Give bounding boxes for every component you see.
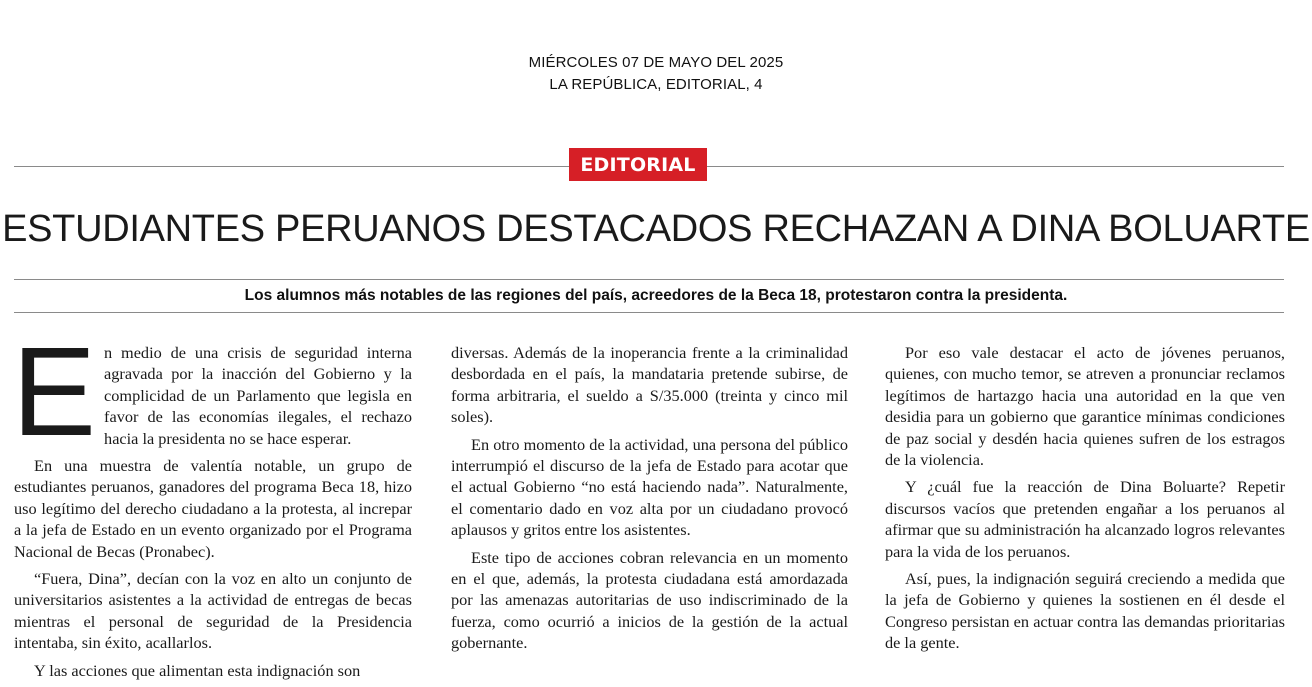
article-column-1	[12, 321, 412, 687]
drop-cap: E	[12, 321, 97, 462]
article-column-2	[451, 342, 848, 660]
section-label: EDITORIAL	[569, 148, 707, 181]
paragraph: Y las acciones que alimentan esta indignación son	[34, 660, 361, 680]
article-column-3	[885, 342, 1285, 660]
paragraph: Así, pues, la indignación seguirá creciendo a medida que la jefa de Gobierno y quienes la sostienen en él desde el Congreso persistan en actuar contra las demandas prioritarias de la gente.	[885, 569, 1285, 653]
publication-date: MIÉRCOLES 07 DE MAYO DEL 2025	[528, 54, 784, 71]
paragraph: En una muestra de valentía notable, un grupo de estudiantes peruanos, ganadores del programa Beca 18, hizo uso legítimo del derecho ciudadano a la protesta, al increpar a la jefa de Estado en un evento organizado por el Programa Nacional de Becas (Pronabec).	[14, 456, 412, 561]
deck-top-divider	[14, 279, 1284, 280]
publication-source: LA REPÚBLICA, EDITORIAL, 4	[549, 76, 763, 93]
paragraph: En otro momento de la actividad, una persona del público interrumpió el discurso de la jefa de Estado para acotar que el actual Gobierno “no está haciendo nada”. Naturalmente, el comentario dado en voz alta por un ciudadano provocó aplausos y gritos entre los asistentes.	[451, 434, 848, 540]
paragraph: Este tipo de acciones cobran relevancia en un momento en el que, además, la protesta ciudadana está amordazada por las amenazas autoritarias de uso indiscriminado de la fuerza, como ocurrió a inicios de la gestión de la actual gobernante.	[451, 547, 848, 653]
deck-bottom-divider	[14, 312, 1284, 313]
paragraph: diversas. Además de la inoperancia frente a la criminalidad desbordada en el país, la mandataria pretende subirse, de forma arbitraria, el sueldo a S/35.000 (treinta y cinco mil soles).	[451, 343, 848, 427]
headline: ESTUDIANTES PERUANOS DESTACADOS RECHAZAN A DINA BOLUARTE	[2, 208, 1310, 250]
paragraph: Y ¿cuál fue la reacción de Dina Boluarte? Repetir discursos vacíos que pretenden engañar a los peruanos al afirmar que su administración ha alcanzado logros relevantes para la vida de los peruanos.	[885, 477, 1285, 561]
paragraph	[12, 321, 412, 462]
paragraph: Por eso vale destacar el acto de jóvenes peruanos, quienes, con mucho temor, se atreven a pronunciar reclamos legítimos de hartazgo hacia una autoridad en la que ven desidia para un gobierno que garantice mínimas condiciones de paz social y desdén hacia quienes sufren de los estragos de la violencia.	[885, 343, 1285, 470]
paragraph: “Fuera, Dina”, decían con la voz en alto un conjunto de universitarios asistentes a la actividad de entregas de becas mientras el personal de seguridad de la Presidencia intentaba, sin éxito, acallarlos.	[14, 569, 412, 653]
paragraph-text: n medio de una crisis de seguridad interna agravada por la inacción del Gobierno y la complicidad de un Parlamento que legisla en favor de las economías ilegales, el rechazo hacia la presidenta no se hace esperar.	[104, 343, 412, 448]
deck-subtitle: Los alumnos más notables de las regiones del país, acreedores de la Beca 18, protestaron contra la presidenta.	[244, 287, 1068, 304]
